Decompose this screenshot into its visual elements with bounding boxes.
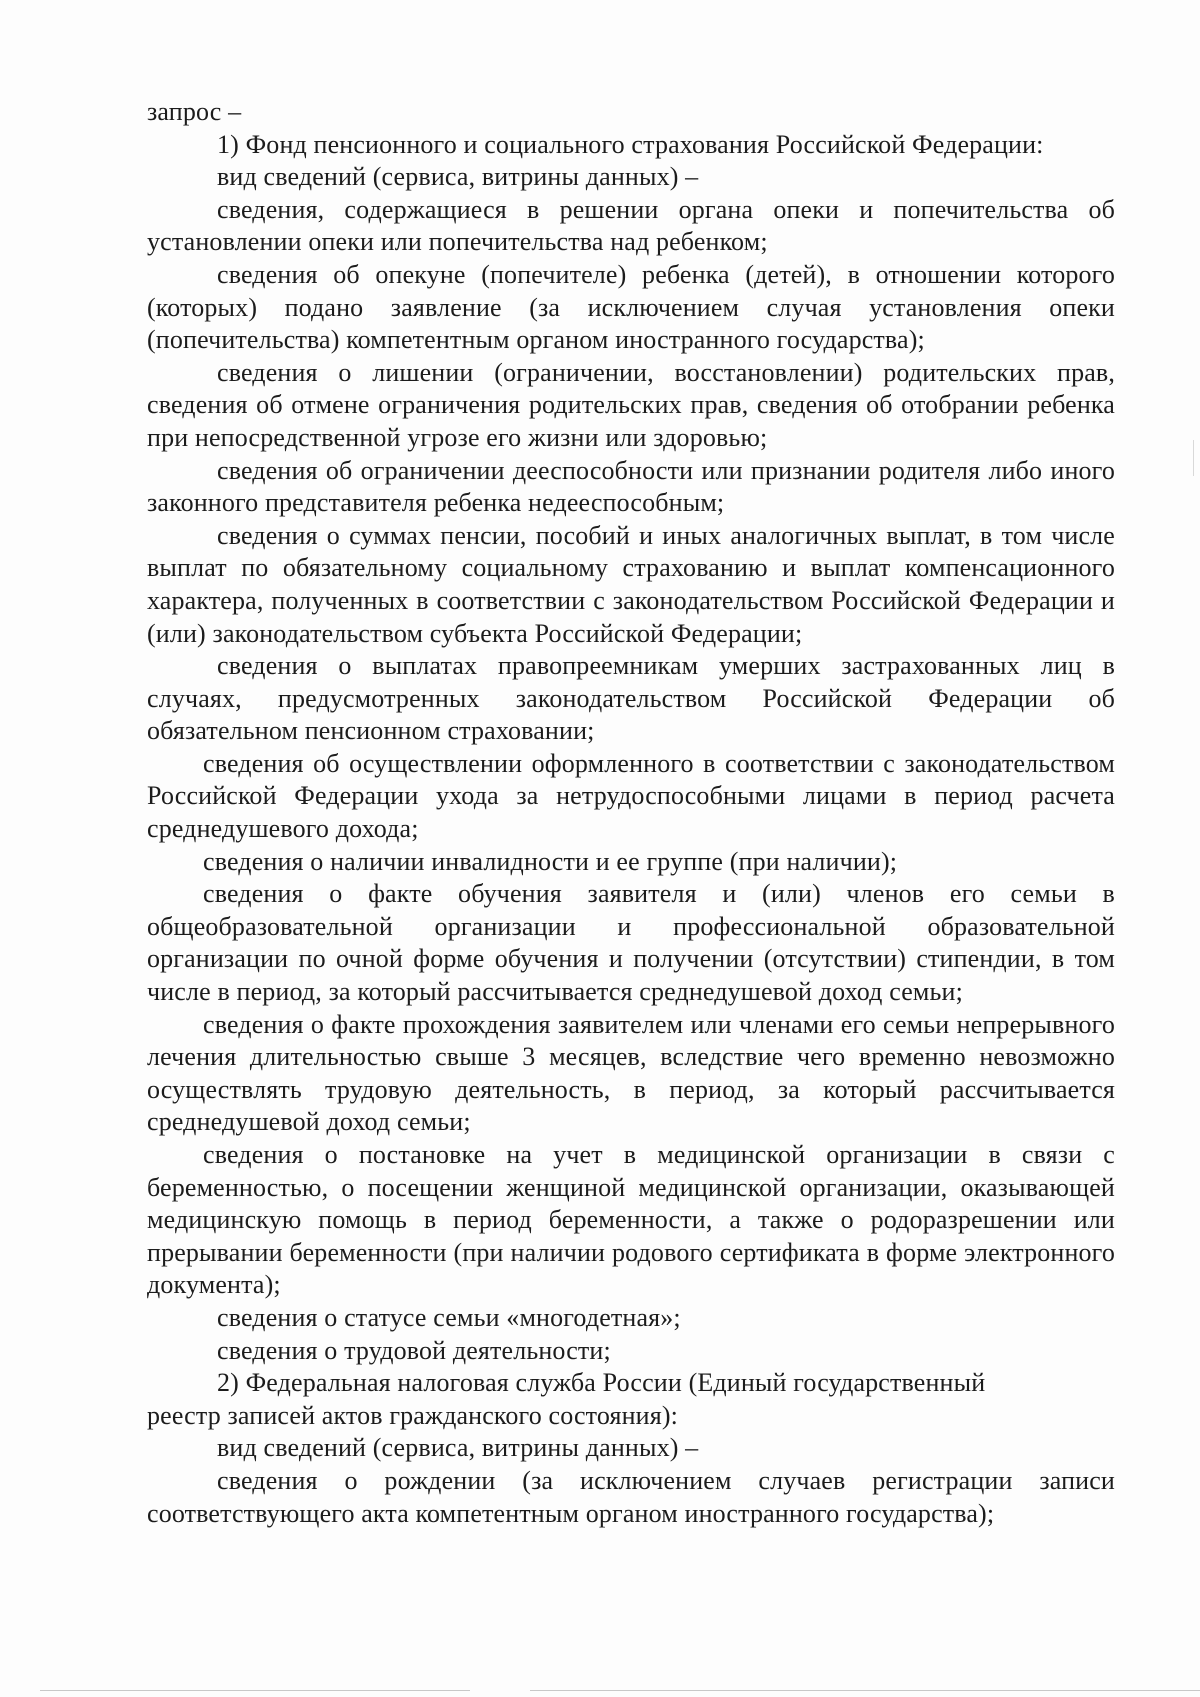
paragraph-birth-info: сведения о рождении (за исключением случаев регистрации записи соответствующего акта компетентным органом иностранного государства); — [147, 1465, 1115, 1528]
paragraph-employment: сведения о трудовой деятельности; — [217, 1335, 611, 1365]
paragraph-disability: сведения о наличии инвалидности и ее группе (при наличии); — [203, 846, 898, 876]
paragraph-education: сведения о факте обучения заявителя и (или) членов его семьи в общеобразовательной организации и профессиональной образовательной организации по очной форме обучения и получении (отсутствии) стипендии, в том числе в период, за который рассчитывается среднедушевой доход семьи; — [147, 879, 1115, 1007]
paragraph-treatment: сведения о факте прохождения заявителем или членами его семьи непрерывного лечения длительностью свыше 3 месяцев, вследствие чего временно невозможно осуществлять трудовую деятельность, в период, за который рассчитывается среднедушевой доход семьи; — [147, 1009, 1115, 1137]
paragraph-guardian-info: сведения об опекуне (попечителе) ребенка (детей), в отношении которого (которых) подано заявление (за исключением случая установления опеки (попечительства) компетентным органом иностранного государства); — [147, 259, 1115, 355]
paragraph-pension-sums: сведения о суммах пенсии, пособий и иных аналогичных выплат, в том числе выплат по обязательному социальному страхованию и выплат компенсационного характера, полученных в соответствии с законодательством Российской Федерации и (или) законодательством субъекта Российской Федерации; — [147, 520, 1115, 648]
page-bottom-edge — [40, 1690, 1200, 1691]
document-body — [147, 96, 1115, 1530]
paragraph-large-family: сведения о статусе семьи «многодетная»; — [217, 1302, 681, 1332]
paragraph-request: запрос – — [147, 97, 242, 126]
page-bottom-edge-gap — [470, 1688, 530, 1692]
paragraph-parental-rights: сведения о лишении (ограничении, восстановлении) родительских прав, сведения об отмене ограничения родительских прав, сведения об отобрании ребенка при непосредственной угрозе его жизни или здоровью; — [147, 357, 1115, 452]
paragraph-info-type-1: вид сведений (сервиса, витрины данных) – — [217, 162, 699, 192]
paragraph-guardianship-decision: сведения, содержащиеся в решении органа опеки и попечительства об установлении опеки или попечительства над ребенком; — [147, 194, 1115, 257]
paragraph-legal-capacity: сведения об ограничении дееспособности или признании родителя либо иного законного представителя ребенка недееспособным; — [147, 455, 1115, 518]
paragraph-pregnancy: сведения о постановке на учет в медицинской организации в связи с беременностью, о посещении женщиной медицинской организации, оказывающей медицинскую помощь в период беременности, а также о родоразрешении или прерывании беременности (при наличии родового сертификата в форме электронного документа); — [147, 1140, 1115, 1300]
scan-edge-mark — [1193, 440, 1194, 476]
paragraph-care-disabled: сведения об осуществлении оформленного в соответствии с законодательством Российской Федерации ухода за нетрудоспособными лицами в период расчета среднедушевого дохода; — [147, 748, 1115, 844]
paragraph-fund-heading: 1) Фонд пенсионного и социального страхования Российской Федерации: — [217, 129, 1044, 159]
paragraph-successor-payments: сведения о выплатах правопреемникам умерших застрахованных лиц в случаях, предусмотренных законодательством Российской Федерации об обязательном пенсионном страховании; — [147, 651, 1115, 746]
paragraph-tax-service-heading: 2) Федеральная налоговая служба России (Единый государственный реестр записей актов гражданского состояния): — [147, 1368, 986, 1430]
paragraph-info-type-2: вид сведений (сервиса, витрины данных) – — [217, 1433, 699, 1463]
